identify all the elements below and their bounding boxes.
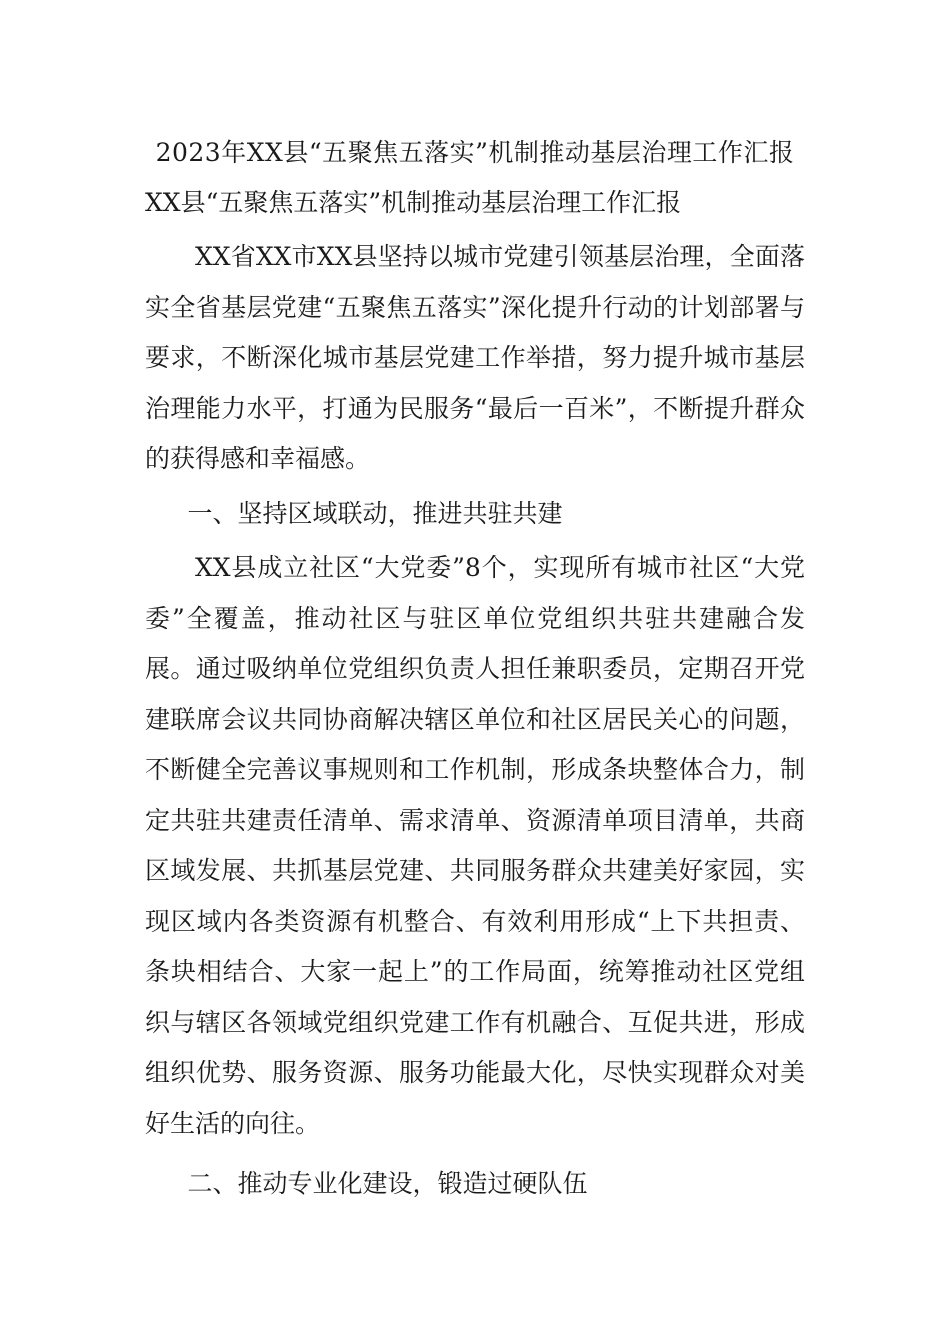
- section-1-paragraph: XX县成立社区“大党委”8个，实现所有城市社区“大党委”全覆盖，推动社区与驻区单位党组织共驻共建融合发展。通过吸纳单位党组织负责人担任兼职委员，定期召开党建联席会议共同协商解决辖区单位和社区居民关心的问题，不断健全完善议事规则和工作机制，形成条块整体合力，制定共驻共建责任清单、需求清单、资源清单项目清单，共商区域发展、共抓基层党建、共同服务群众共建美好家园，实现区域内各类资源有机整合、有效利用形成“上下共担责、条块相结合、大家一起上”的工作局面，统筹推动社区党组织与辖区各领域党组织党建工作有机融合、互促共进，形成组织优势、服务资源、服务功能最大化，尽快实现群众对美好生活的向往。: [145, 553, 805, 1138]
- section-2-heading: 二、推动专业化建设，锻造过硬队伍: [187, 1169, 588, 1198]
- section-1-heading: 一、坚持区域联动，推进共驻共建: [187, 498, 563, 528]
- document-subtitle: XX县“五聚焦五落实”机制推动基层治理工作汇报: [145, 188, 682, 217]
- document-title: 2023年XX县“五聚焦五落实”机制推动基层治理工作汇报: [155, 138, 795, 167]
- document-body: [145, 128, 805, 1210]
- intro-paragraph: XX省XX市XX县坚持以城市党建引领基层治理，全面落实全省基层党建“五聚焦五落实”深化提升行动的计划部署与要求，不断深化城市基层党建工作举措，努力提升城市基层治理能力水平，打通为民服务“最后一百米”，不断提升群众的获得感和幸福感。: [145, 242, 805, 473]
